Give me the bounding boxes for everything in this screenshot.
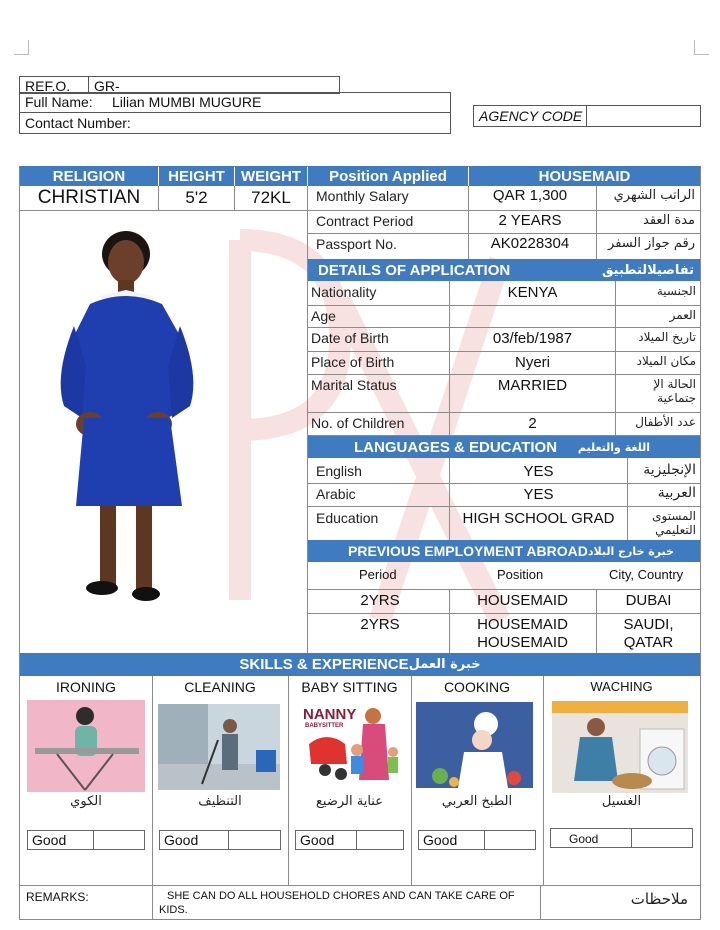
- skills-header: SKILLS & EXPERIENCE خبرة العمل: [20, 653, 700, 676]
- skill-title-0: IRONING: [56, 679, 116, 695]
- language-label-2: Education: [316, 510, 379, 526]
- skill-level-1: Good: [159, 830, 281, 850]
- details-label-2: Date of Birth: [311, 330, 389, 346]
- skill-title-ar-1: التنظيف: [198, 794, 242, 809]
- skill-title-ar-3: الطبخ العربي: [441, 794, 513, 809]
- candidate-photo: [40, 226, 220, 618]
- agency-code-label: AGENCY CODE: [479, 108, 583, 124]
- salary-value: QAR 1,300: [492, 187, 568, 204]
- details-label-ar-3: مكان الميلاد: [636, 354, 696, 368]
- cleaning-picture: [158, 704, 280, 790]
- details-label-ar-5: عدد الأطفال: [635, 415, 696, 429]
- language-label-ar-0: الإنجليزية: [643, 462, 696, 478]
- cooking-picture: [416, 702, 533, 788]
- contract-period-value: 2 YEARS: [498, 212, 562, 229]
- details-label-ar-1: العمر: [669, 308, 696, 322]
- religion-value: CHRISTIAN: [37, 187, 141, 208]
- details-value-3: Nyeri: [514, 354, 550, 371]
- position-value-header: HOUSEMAID: [469, 166, 700, 186]
- language-label-0: English: [316, 463, 362, 479]
- employment-row2-city-2: QATAR: [623, 634, 674, 651]
- skill-level-0: Good: [27, 830, 145, 850]
- ironing-picture: [27, 700, 145, 792]
- details-header: DETAILS OF APPLICATION تفاصيلالتطبيق: [308, 259, 700, 281]
- language-value-1: YES: [523, 486, 554, 503]
- ref-value: GR-: [94, 78, 120, 94]
- washing-picture: [552, 701, 688, 793]
- remarks-label-ar: ملاحظات: [630, 890, 688, 908]
- nanny-pic-title: NANNY: [303, 706, 357, 723]
- contract-period-label: Contract Period: [316, 213, 414, 229]
- weight-value: 72KL: [251, 188, 291, 207]
- skill-title-1: CLEANING: [184, 679, 256, 695]
- employment-row1-position: HOUSEMAID: [477, 592, 568, 609]
- details-value-2: 03/feb/1987: [492, 330, 573, 347]
- employment-col-period: Period: [359, 567, 397, 582]
- details-label-0: Nationality: [311, 284, 377, 300]
- skill-title-ar-2: عناية الرضيع: [316, 794, 383, 809]
- employment-row1-period: 2YRS: [360, 592, 400, 609]
- remarks-text-line2: KIDS.: [159, 904, 188, 916]
- salary-label: Monthly Salary: [316, 188, 409, 204]
- passport-value: AK0228304: [490, 235, 570, 252]
- contact-label: Contact Number:: [25, 115, 131, 131]
- height-value: 5'2: [185, 188, 208, 207]
- employment-row2-position-2: HOUSEMAID: [477, 634, 568, 651]
- agency-code-box: [473, 105, 701, 127]
- salary-label-ar: الراتب الشهري: [613, 188, 695, 203]
- full-name-value: Lilian MUMBI MUGURE: [112, 94, 262, 110]
- details-label-ar-0: الجنسية: [656, 284, 696, 298]
- details-label-1: Age: [311, 308, 336, 324]
- passport-label: Passport No.: [316, 236, 397, 252]
- skill-title-2: BABY SITTING: [301, 679, 398, 695]
- language-value-0: YES: [523, 463, 554, 480]
- babysitting-picture: [297, 700, 407, 792]
- remarks-text-line1: SHE CAN DO ALL HOUSEHOLD CHORES AND CAN TAKE CARE OF: [167, 890, 515, 902]
- skill-level-2: Good: [295, 830, 404, 850]
- languages-header: LANGUAGES & EDUCATION اللغة والتعليم: [308, 436, 700, 458]
- employment-header: PREVIOUS EMPLOYMENT ABROAD خبرة خارج البلاد: [308, 540, 700, 562]
- skill-title-ar-4: الغسيل: [601, 794, 642, 809]
- details-label-5: No. of Children: [311, 415, 405, 431]
- religion-header: RELIGION: [20, 166, 158, 186]
- language-label-1: Arabic: [316, 486, 356, 502]
- full-name-label: Full Name:: [25, 94, 93, 110]
- employment-col-city: City, Country: [609, 567, 684, 582]
- details-label-ar-4: الحالة الإ جتماعية: [653, 377, 696, 405]
- details-value-5: 2: [528, 415, 537, 432]
- corner-mark-tl: [14, 40, 29, 55]
- employment-row2-position: HOUSEMAID: [477, 616, 568, 633]
- weight-header: WEIGHT: [235, 166, 307, 186]
- remarks-label: REMARKS:: [26, 890, 89, 904]
- skill-title-3: COOKING: [443, 679, 511, 695]
- details-label-ar-2: تاريخ الميلاد: [638, 330, 696, 344]
- height-header: HEIGHT: [159, 166, 234, 186]
- corner-mark-tr: [694, 40, 709, 55]
- skill-title-4: WACHING: [590, 679, 653, 694]
- employment-row2-city: SAUDI,: [623, 616, 674, 633]
- name-contact-box: [19, 92, 451, 134]
- employment-col-position: Position: [497, 567, 544, 582]
- details-label-3: Place of Birth: [311, 354, 395, 370]
- passport-label-ar: رقم جواز السفر: [608, 236, 695, 251]
- employment-row1-city: DUBAI: [625, 592, 672, 609]
- details-value-0: KENYA: [507, 284, 558, 301]
- position-header: Position Applied: [308, 166, 468, 186]
- skill-title-ar-0: الكوي: [70, 794, 102, 809]
- employment-row2-period: 2YRS: [360, 616, 400, 633]
- language-value-2: HIGH SCHOOL GRAD: [462, 510, 615, 527]
- ref-label: REF.O.: [25, 78, 71, 94]
- language-label-ar-2: المستوى التعليمي: [652, 509, 696, 537]
- skill-level-3: Good: [418, 830, 536, 850]
- details-value-4: MARRIED: [497, 377, 568, 394]
- details-label-4: Marital Status: [311, 377, 397, 393]
- contract-period-label-ar: مدة العقد: [643, 213, 695, 228]
- nanny-pic-subtitle: BABYSITTER: [305, 723, 344, 729]
- language-label-ar-1: العربية: [657, 485, 696, 501]
- skill-level-4: Good: [550, 828, 693, 848]
